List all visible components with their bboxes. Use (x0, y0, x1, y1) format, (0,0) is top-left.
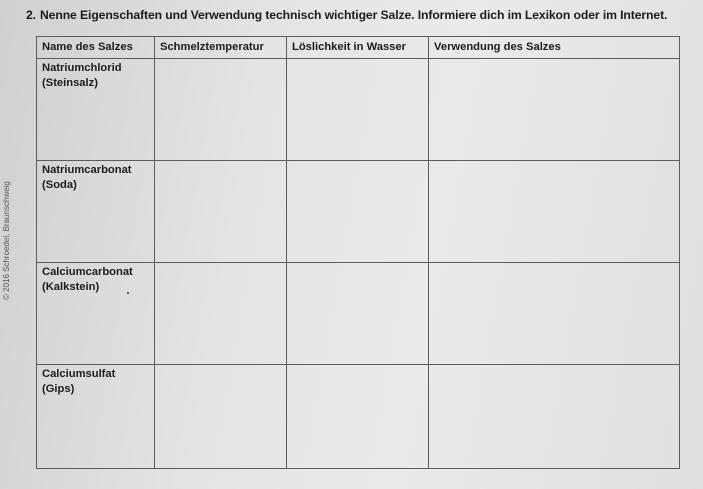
header-usage: Verwendung des Salzes (429, 37, 680, 59)
copyright-note: © 2016 Schroedel, Braunschweig (2, 181, 11, 300)
salt-alias: (Kalkstein) (42, 281, 100, 293)
table-row (37, 263, 680, 365)
table-row (37, 365, 680, 469)
salt-alias: (Soda) (42, 179, 77, 191)
task-number: 2. (26, 8, 36, 22)
solubility-cell[interactable] (287, 365, 429, 469)
salt-name-cell (37, 59, 155, 161)
stray-mark (127, 292, 129, 294)
header-water-solubility: Löslichkeit in Wasser (287, 37, 429, 59)
usage-cell[interactable] (429, 365, 680, 469)
table-row (37, 161, 680, 263)
salt-name: Calciumcarbonat (42, 266, 133, 278)
salt-alias: (Gips) (42, 383, 75, 395)
solubility-cell[interactable] (287, 263, 429, 365)
salt-properties-table (36, 36, 680, 469)
usage-cell[interactable] (429, 59, 680, 161)
header-melting-temperature: Schmelztemperatur (155, 37, 287, 59)
salt-name-cell (37, 365, 155, 469)
solubility-cell[interactable] (287, 59, 429, 161)
header-salt-name: Name des Salzes (37, 37, 155, 59)
salt-name: Natriumchlorid (42, 62, 122, 74)
usage-cell[interactable] (429, 263, 680, 365)
task-prompt (26, 8, 696, 22)
header-row (37, 37, 680, 59)
melting-temperature-cell[interactable] (155, 161, 287, 263)
melting-temperature-cell[interactable] (155, 365, 287, 469)
usage-cell[interactable] (429, 161, 680, 263)
melting-temperature-cell[interactable] (155, 263, 287, 365)
salt-name: Calciumsulfat (42, 368, 116, 380)
salt-name: Natriumcarbonat (42, 164, 132, 176)
salt-name-cell (37, 263, 155, 365)
salt-alias: (Steinsalz) (42, 77, 98, 89)
melting-temperature-cell[interactable] (155, 59, 287, 161)
task-text: Nenne Eigenschaften und Verwendung technisch wichtiger Salze. Informiere dich im Lexikon oder im Internet. (39, 8, 668, 22)
salt-name-cell (37, 161, 155, 263)
solubility-cell[interactable] (287, 161, 429, 263)
table-row (37, 59, 680, 161)
